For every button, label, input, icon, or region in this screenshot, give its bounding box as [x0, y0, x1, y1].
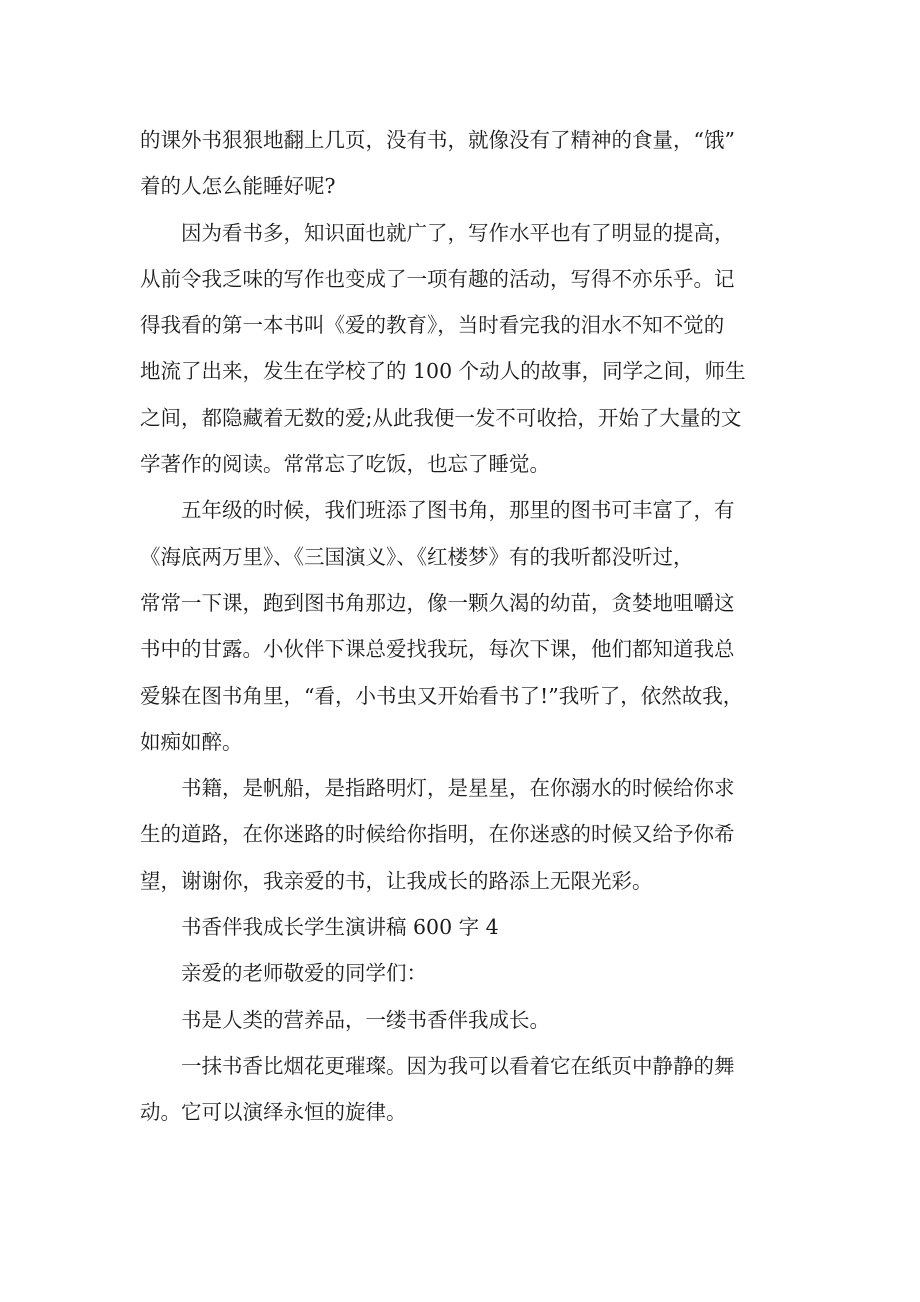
- text-line: 书是人类的营养品，一缕书香伴我成长。: [181, 1007, 550, 1032]
- text-line: 书香伴我成长学生演讲稿 600 字 4: [181, 915, 499, 940]
- text-line: 常常一下课，跑到图书角那边，像一颗久渴的幼苗，贪婪地咀嚼这: [140, 590, 735, 615]
- paragraph-6: [140, 1043, 772, 1136]
- text-line: 生的道路，在你迷路的时候给你指明，在你迷惑的时候又给予你希: [140, 822, 735, 847]
- text-line: 一抹书香比烟花更璀璨。因为我可以看着它在纸页中静静的舞: [181, 1053, 735, 1078]
- text-line: 得我看的第一本书叫《爱的教育》，当时看完我的泪水不知不觉的: [140, 313, 725, 338]
- paragraph-5: [140, 997, 772, 1043]
- text-line: 五年级的时候，我们班添了图书角，那里的图书可丰富了，有: [181, 498, 735, 523]
- paragraph-3: [140, 487, 772, 765]
- text-line: 地流了出来，发生在学校了的 100 个动人的故事，同学之间，师生: [140, 359, 746, 384]
- text-line: 望，谢谢你，我亲爱的书，让我成长的路添上无限光彩。: [140, 868, 653, 893]
- text-line: 学著作的阅读。常常忘了吃饭，也忘了睡觉。: [140, 452, 550, 477]
- text-line: 《海底两万里》、《三国演义》、《红楼梦》有的我听都没听过，: [140, 544, 694, 569]
- section-heading: [140, 904, 772, 950]
- text-line: 爱躲在图书角里，“看，小书虫又开始看书了!”我听了，依然故我，: [140, 683, 744, 708]
- text-line: 亲爱的老师敬爱的同学们：: [181, 961, 427, 986]
- salutation: [140, 950, 772, 996]
- text-line: 动。它可以演绎永恒的旋律。: [140, 1100, 407, 1125]
- document-body: [140, 117, 772, 1136]
- text-line: 之间，都隐藏着无数的爱;从此我便一发不可收拾，开始了大量的文: [140, 405, 742, 430]
- text-line: 如痴如醉。: [140, 729, 243, 754]
- text-line: 书籍，是帆船，是指路明灯，是星星，在你溺水的时候给你求: [181, 776, 735, 801]
- text-line: 因为看书多，知识面也就广了，写作水平也有了明显的提高，: [181, 220, 735, 245]
- paragraph-1: [140, 117, 772, 210]
- paragraph-2: [140, 210, 772, 488]
- paragraph-4: [140, 765, 772, 904]
- text-line: 的课外书狠狠地翻上几页，没有书，就像没有了精神的食量，“饿”: [140, 128, 735, 152]
- text-line: 着的人怎么能睡好呢?: [140, 174, 336, 199]
- text-line: 书中的甘露。小伙伴下课总爱找我玩，每次下课，他们都知道我总: [140, 637, 735, 662]
- text-line: 从前令我乏味的写作也变成了一项有趣的活动，写得不亦乐乎。记: [140, 266, 735, 291]
